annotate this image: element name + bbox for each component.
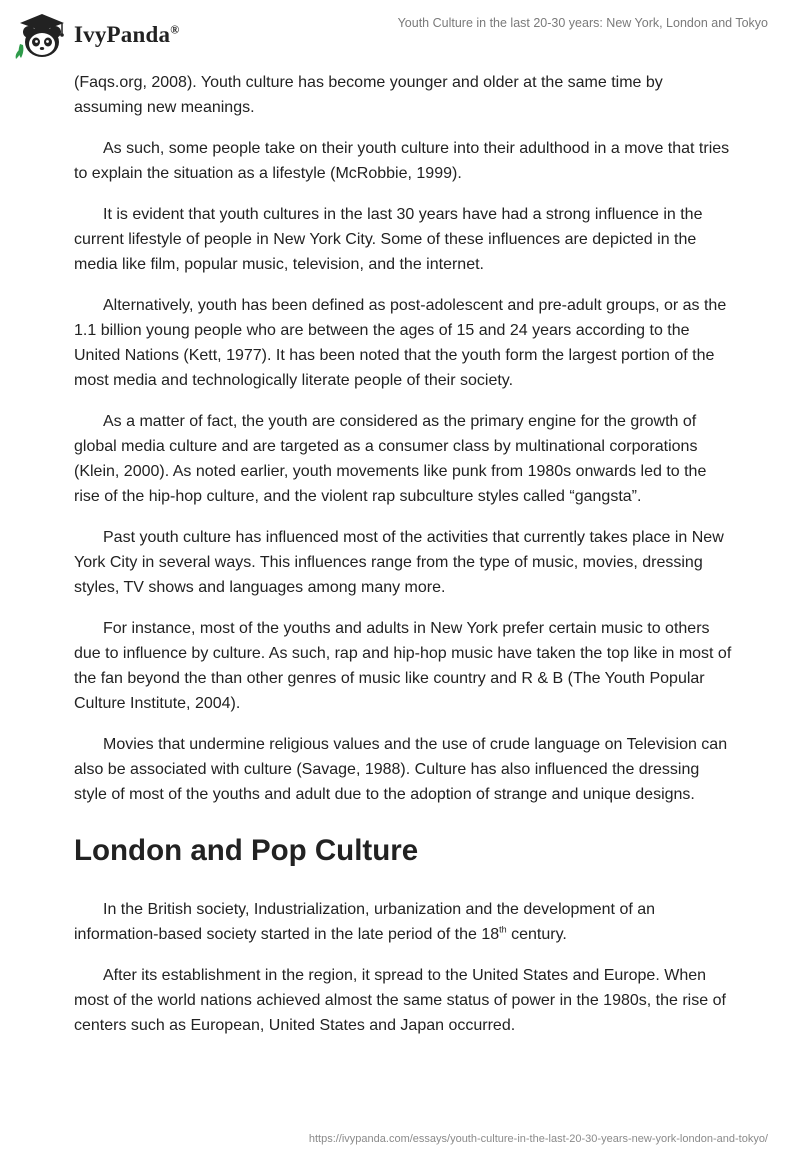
paragraph: As a matter of fact, the youth are considered as the primary engine for the growth of global media culture and are targeted as a consumer class by multinational corporations (Klein, 2000). As noted earlier, youth movements like punk from 1980s onwards led to the rise of the hip-hop culture, and the violent rap subculture styles called “gangsta”. <box>74 413 707 505</box>
section-heading: London and Pop Culture <box>74 834 419 867</box>
paragraph: As such, some people take on their youth culture into their adulthood in a move that tries to explain the situation as a lifestyle (McRobbie, 1999). <box>74 140 730 182</box>
document-title: Youth Culture in the last 20-30 years: New York, London and Tokyo <box>397 16 768 30</box>
page-header <box>0 0 800 70</box>
paragraph: In the British society, Industrialization, urbanization and the development of an information-based society started in the late period of the 18th century. <box>74 901 656 943</box>
paragraph: For instance, most of the youths and adults in New York prefer certain music to others due to influence by culture. As such, rap and hip-hop music have taken the top like in most of the fan beyond the than other genres of music like country and R & B (The Youth Popular Culture Institute, 2004). <box>74 620 732 712</box>
source-url[interactable]: https://ivypanda.com/essays/youth-culture-in-the-last-20-30-years-new-york-london-and-tokyo/ <box>308 1133 768 1145</box>
trademark-symbol: ® <box>170 22 180 37</box>
ordinal-suffix: th <box>499 924 507 935</box>
paragraph: (Faqs.org, 2008). Youth culture has become younger and older at the same time by assuming new meanings. <box>74 74 663 116</box>
paragraph: Past youth culture has influenced most of the activities that currently takes place in New York City in several ways. This influences range from the type of music, movies, dressing styles, TV shows and languages among many more. <box>74 529 724 596</box>
essay-body <box>74 70 734 1054</box>
paragraph: It is evident that youth cultures in the last 30 years have had a strong influence in the current lifestyle of people in New York City. Some of these influences are depicted in the media like film, popular music, television, and the internet. <box>74 206 703 273</box>
paragraph: After its establishment in the region, it spread to the United States and Europe. When most of the world nations achieved almost the same status of power in the 1980s, the rise of centers such as European, United States and Japan occurred. <box>74 967 726 1034</box>
paragraph: Movies that undermine religious values and the use of crude language on Television can also be associated with culture (Savage, 1988). Culture has also influenced the dressing style of most of the youths and adult due to the adoption of strange and unique designs. <box>74 736 728 803</box>
ivypanda-logo[interactable] <box>14 10 179 60</box>
panda-graduate-icon <box>14 10 72 60</box>
paragraph: Alternatively, youth has been defined as post-adolescent and pre-adult groups, or as the 1.1 billion young people who are between the ages of 15 and 24 years according to the United Nations (Kett, 1977). It has been noted that the youth form the largest portion of the most media and technologically literate people of their society. <box>74 297 727 389</box>
brand-name: IvyPanda® <box>74 22 180 47</box>
